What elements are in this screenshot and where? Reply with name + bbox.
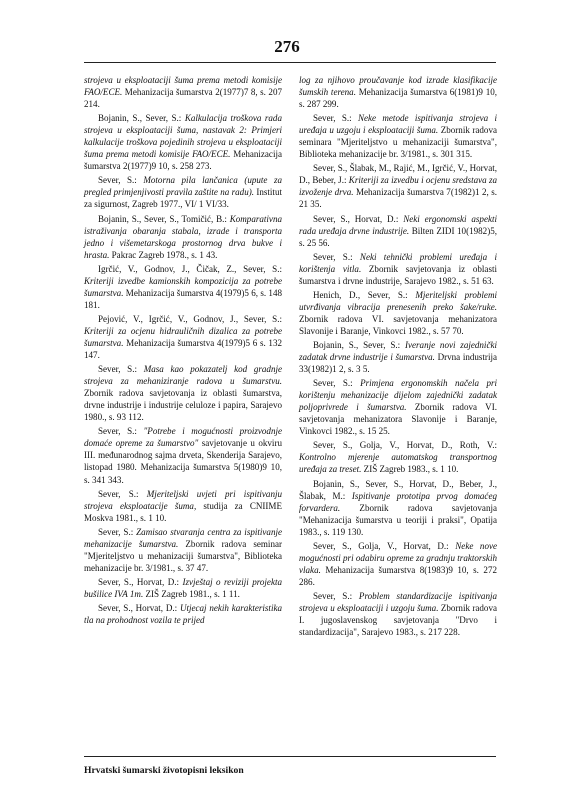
bibliography-entry — [84, 602, 282, 626]
entry-title: Neki tehnički problemi uređaja i korištenja vitla. — [299, 251, 497, 274]
entry-title: Neke metode ispitivanja strojeva i uređaja u uzgoju i eksploataciji šuma. — [299, 113, 498, 136]
footer-title: Hrvatski šumarski životopisni leksikon — [84, 765, 244, 776]
entry-authors: Sever, S.: — [313, 378, 361, 389]
bibliography-entry — [299, 74, 497, 110]
entry-title: Mjeriteljski uvjeti pri ispitivanju strojeva eksploatacije šuma, — [84, 488, 283, 511]
entry-title: Komparativna istraživanja obaranja stabala, izrade i transporta jedno i višemetarskoga prostornog drva bukve i hrasta. — [84, 213, 282, 260]
entry-authors: Sever, S., Šlabak, M., Rajić, M., Igrčić, V., Horvat, D., Beber, J.: — [299, 163, 497, 186]
entry-authors: Sever, S.: — [313, 590, 359, 601]
entry-source: Mehanizacija šumarstva 2(1977)9 10, s. 258 273. — [84, 149, 282, 172]
bibliography-entry — [299, 377, 497, 437]
entry-source: Zbornik savjetovanja iz oblasti šumarstva i drvne industrije, Sarajevo 1982., s. 51 63. — [299, 263, 497, 286]
entry-title: Zamisao stvaranja centra za ispitivanje mehanizacije šumarstva. — [84, 526, 282, 549]
entry-title: Mjeriteljski problemi utvrđivanja vibracija prenesenih preko šake/ruke. — [299, 289, 497, 312]
right-column — [299, 74, 497, 640]
entry-source: studija za CNIIME Moskva 1981., s. 1 10. — [84, 500, 282, 523]
page-number: 276 — [274, 37, 300, 56]
bibliography-entry — [84, 425, 282, 485]
entry-authors: Igrčić, V., Godnov, J., Čičak, Z., Sever, S.: — [98, 263, 282, 274]
entry-source: Zbornik radova VI. savjetovanja mehanizatora Slavonije i Baranje, Vinkovci 1982., s. 15 25. — [299, 402, 497, 437]
entry-title: Primjena ergonomskih načela pri korištenju mehanizacije dijelom zajednički zadatak poljoprivrede i šumarstva. — [299, 378, 498, 413]
bibliography-entry — [84, 313, 282, 361]
bibliography-entry — [299, 213, 497, 249]
entry-authors: Sever, S., Golja, V., Horvat, D.: — [313, 540, 456, 551]
entry-source: Drvna industrija 33(1982)1 2, s. 3 5. — [299, 352, 497, 375]
entry-title: Kriteriji za izvedbu i ocjenu sredstava za izvoženje drva. — [299, 175, 498, 198]
bibliography-entry — [299, 439, 497, 475]
entry-source: Institut za sigurnost, Zagreb 1977., VI/ 1 VI/33. — [84, 187, 282, 210]
bibliography-entry — [84, 213, 282, 261]
entry-source: Mehanizacija šumarstva 8(1983)9 10, s. 272 286. — [299, 564, 497, 587]
bibliography-entry — [299, 289, 497, 337]
entry-title: Kriteriji za ocjenu hidrauličnih dizalica za potrebe šumarstva. — [84, 325, 282, 348]
entry-title: strojeva u eksploataciji šuma prema metodi komisije FAO/ECE. — [84, 75, 282, 98]
bibliography-entry — [84, 263, 282, 311]
entry-source: Pakrac Zagreb 1978., s. 1 43. — [109, 249, 218, 260]
entry-authors: Sever, S.: — [313, 251, 360, 262]
entry-title: Kalkulacija troškova rada strojeva u eksploataciji šuma, nastavak 2: Primjeri kalkulacije troškova pojedinih strojeva u eksploataciji šuma prema metodi komisije FAO/ECE. — [84, 113, 282, 160]
entry-source: Zbornik radova I. jugoslavenskog savjetovanja "Drvo i standardizacija", Sarajevo 1983., s. 217 228. — [299, 602, 497, 638]
entry-title: Kontrolno mjerenje automatskog transportnog uređaja za treset. — [299, 452, 497, 475]
entry-source: Mehanizacija šumarstva 6(1981)9 10, s. 287 299. — [299, 87, 497, 110]
header-rule — [84, 62, 496, 63]
bibliography-entry — [299, 590, 497, 638]
entry-title: Neke nove mogućnosti pri odabiru opreme za gradnju traktorskih vlaka. — [299, 540, 497, 575]
entry-title: log za njihovo proučavanje kod izrade klasifikacije šumskih terena. — [299, 75, 497, 98]
bibliography-entry — [84, 174, 282, 210]
entry-authors: Sever, S.: — [98, 426, 144, 437]
entry-authors: Bojanin, S., Sever, S.: — [98, 113, 185, 124]
entry-authors: Pejović, V., Igrčić, V., Godnov, J., Sever, S.: — [98, 313, 282, 324]
footer-rule — [84, 756, 496, 757]
entry-source: Zbornik radova seminar "Mjeriteljstvo u mehanizaciji šumarstva", Biblioteka mehanizacije br. 3/1981., s. 37 47. — [84, 538, 282, 573]
entry-source: Zbornik radova savjetovanja "Mehanizacija šumarstva u teoriji i praksi", Opatija 1983., s. 119 130. — [299, 502, 497, 537]
entry-authors: Sever, S.: — [98, 488, 147, 499]
bibliography-entry — [84, 526, 282, 574]
entry-authors: Bojanin, S., Sever, S.: — [313, 339, 405, 350]
bibliography-entry — [299, 478, 497, 538]
bibliography-entry — [84, 576, 282, 600]
entry-source: Mehanizacija šumarstva 4(1979)5 6, s. 148 181. — [84, 287, 282, 310]
entry-authors: Henich, D., Sever, S.: — [313, 289, 416, 300]
entry-source: Mehanizacija šumarstva 7(1982)1 2, s. 21 35. — [299, 187, 497, 210]
entry-authors: Sever, S.: — [98, 364, 144, 375]
entry-source: ZIŠ Zagreb 1981., s. 1 11. — [143, 588, 240, 599]
entry-authors: Sever, S.: — [98, 526, 137, 537]
bibliography-entry — [299, 112, 497, 160]
entry-source: Bilten ZIDI 10(1982)5, s. 25 56. — [299, 225, 497, 248]
entry-title: Motorna pila lančanica (upute za pregled primjenjivosti pravila zaštite na radu). — [84, 175, 282, 198]
entry-title: Iveranje novi zajednički zadatak drvne industrije i šumarstva. — [299, 339, 497, 363]
entry-authors: Bojanin, S., Sever, S., Horvat, D., Beber, J., Šlabak, M.: — [299, 478, 497, 501]
entry-title: Masa kao pokazatelj kod gradnje strojeva za mehaniziranje radova u šumarstvu. — [84, 364, 283, 387]
entry-title: "Potrebe i mogućnosti proizvodnje domaće opreme za šumarstvo" — [84, 426, 282, 449]
entry-authors: Sever, S.: — [98, 175, 144, 186]
entry-source: Zbornik radova seminara "Mjeriteljstvo u mehanizaciji šumarstva", Biblioteka mehanizacije br. 3/1981., s. 301 315. — [299, 125, 497, 160]
entry-authors: Sever, S., Horvat, D.: — [98, 602, 180, 613]
entry-source: Zbornik radova savjetovanja iz oblasti šumarstva, drvne industrije i industrije celuloze i papira, Sarajevo 1980., s. 93 112. — [84, 388, 282, 423]
entry-title: Utjecaj nekih karakteristika tla na prohodnost vozila te prijed — [84, 602, 282, 626]
bibliography-entry — [84, 488, 282, 524]
entry-title: Problem standardizacije ispitivanja strojeva u eksploataciji i uzgoju šuma. — [299, 590, 498, 613]
entry-authors: Sever, S., Horvat, D.: — [98, 576, 183, 587]
entry-source: savjetovanje u okviru III. međunarodnog sajma drveta, Skenderija Sarajevo, listopad 1980. Mehanizacija šumarstva 5(1980)9 10, s. 341 343. — [84, 438, 282, 485]
bibliography-entry — [84, 74, 282, 110]
entry-authors: Bojanin, S., Sever, S., Tomičić, B.: — [98, 213, 230, 224]
entry-title: Kriteriji izvedbe kamionskih kompozicija za potrebe šumarstva. — [84, 275, 282, 298]
bibliography-entry — [84, 363, 282, 423]
entry-source: Mehanizacija šumarstva 4(1979)5 6 s. 132 147. — [84, 337, 282, 361]
entry-authors: Sever, S., Golja, V., Horvat, D., Roth, V.: — [313, 440, 497, 451]
entry-title: Neki ergonomski aspekti rada uređaja drvne industrije. — [299, 213, 498, 236]
entry-source: ZIŠ Zagreb 1983., s. 1 10. — [361, 464, 459, 475]
entry-source: Zbornik radova VI. savjetovanja mehanizatora Slavonije i Baranje, Vinkovci 1982., s. 57 70. — [299, 313, 497, 336]
bibliography-entry — [84, 112, 282, 172]
entry-authors: Sever, S.: — [313, 113, 358, 124]
bibliography-entry — [299, 251, 497, 287]
left-column — [84, 74, 282, 628]
bibliography-entry — [299, 540, 497, 588]
bibliography-entry — [299, 162, 497, 210]
entry-authors: Sever, S., Horvat, D.: — [313, 213, 404, 224]
entry-title: Izvještaj o reviziji projekta bušilice IVA 1m. — [84, 576, 283, 599]
bibliography-entry — [299, 339, 497, 375]
entry-title: Ispitivanje prototipa prvog domaćeg forvardera. — [299, 490, 497, 513]
entry-source: Mehanizacija šumarstva 2(1977)7 8, s. 207 214. — [84, 87, 282, 110]
